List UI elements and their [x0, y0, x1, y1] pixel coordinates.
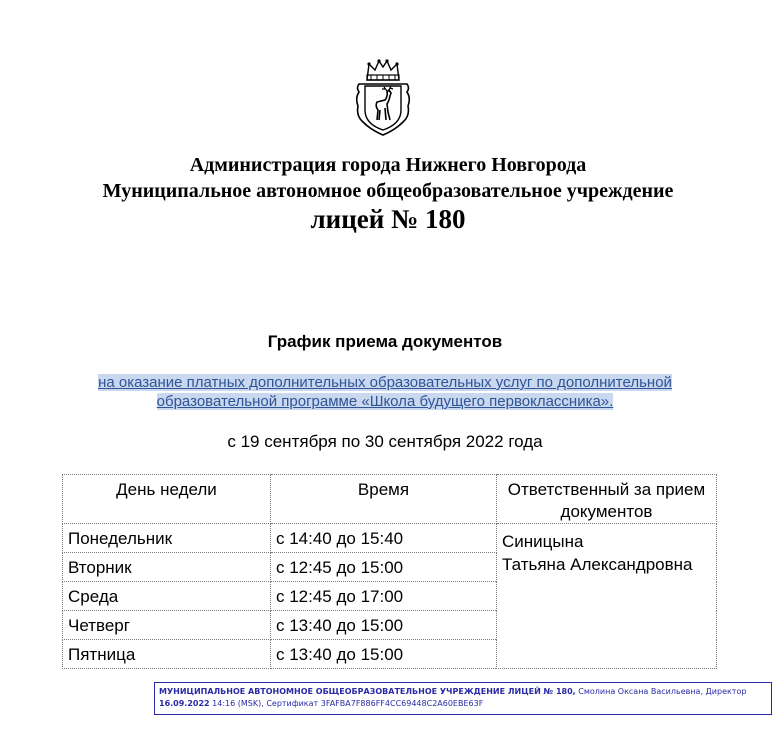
period-text: с 19 сентября по 30 сентября 2022 года: [227, 432, 543, 451]
time-cell: с 13:40 до 15:00: [271, 640, 497, 669]
signature-line-2: [159, 698, 767, 710]
document-title: График приема документов: [267, 332, 503, 351]
lyceum-name: лицей № 180: [310, 204, 466, 234]
responsible-name: Татьяна Александровна: [502, 555, 693, 574]
signature-certificate: Сертификат 3FAFBA7F886FF4CC69448C2A60EBE63F: [266, 699, 484, 708]
day-cell: Пятница: [63, 640, 271, 669]
signature-date: 16.09.2022: [159, 699, 210, 708]
service-description-link[interactable]: [74, 373, 696, 411]
signature-signer: Смолина Оксана Васильевна, Директор: [575, 687, 747, 696]
day-cell: Понедельник: [63, 524, 271, 553]
signature-time: 14:16 (MSK),: [209, 699, 267, 708]
schedule-table: [62, 474, 717, 669]
administration-name: Администрация города Нижнего Новгорода: [189, 154, 587, 176]
electronic-signature-stamp: [154, 682, 772, 715]
time-cell: с 12:45 до 17:00: [271, 582, 497, 611]
table-row: [63, 524, 717, 553]
table-header-row: [63, 475, 717, 524]
institution-type: Муниципальное автономное общеобразовательное учреждение: [102, 180, 674, 202]
header-time: Время: [271, 475, 497, 524]
organization-header: [0, 152, 776, 234]
day-cell: Среда: [63, 582, 271, 611]
responsible-surname: Синицына: [502, 532, 584, 551]
day-cell: Вторник: [63, 553, 271, 582]
responsible-cell: [497, 524, 717, 669]
service-link-line-2[interactable]: образовательной программе «Школа будущего первоклассника».: [156, 393, 614, 410]
day-cell: Четверг: [63, 611, 271, 640]
signature-line-1: [159, 686, 767, 698]
nizhny-novgorod-coat-of-arms-icon: [353, 58, 413, 138]
service-link-line-1[interactable]: на оказание платных дополнительных образовательных услуг по дополнительной: [98, 374, 672, 391]
time-cell: с 14:40 до 15:40: [271, 524, 497, 553]
time-cell: с 12:45 до 15:00: [271, 553, 497, 582]
header-day: День недели: [63, 475, 271, 524]
time-cell: с 13:40 до 15:00: [271, 611, 497, 640]
header-responsible: Ответственный за прием документов: [497, 475, 717, 524]
signature-organization: МУНИЦИПАЛЬНОЕ АВТОНОМНОЕ ОБЩЕОБРАЗОВАТЕЛЬНОЕ УЧРЕЖДЕНИЕ ЛИЦЕЙ № 180,: [159, 687, 576, 696]
